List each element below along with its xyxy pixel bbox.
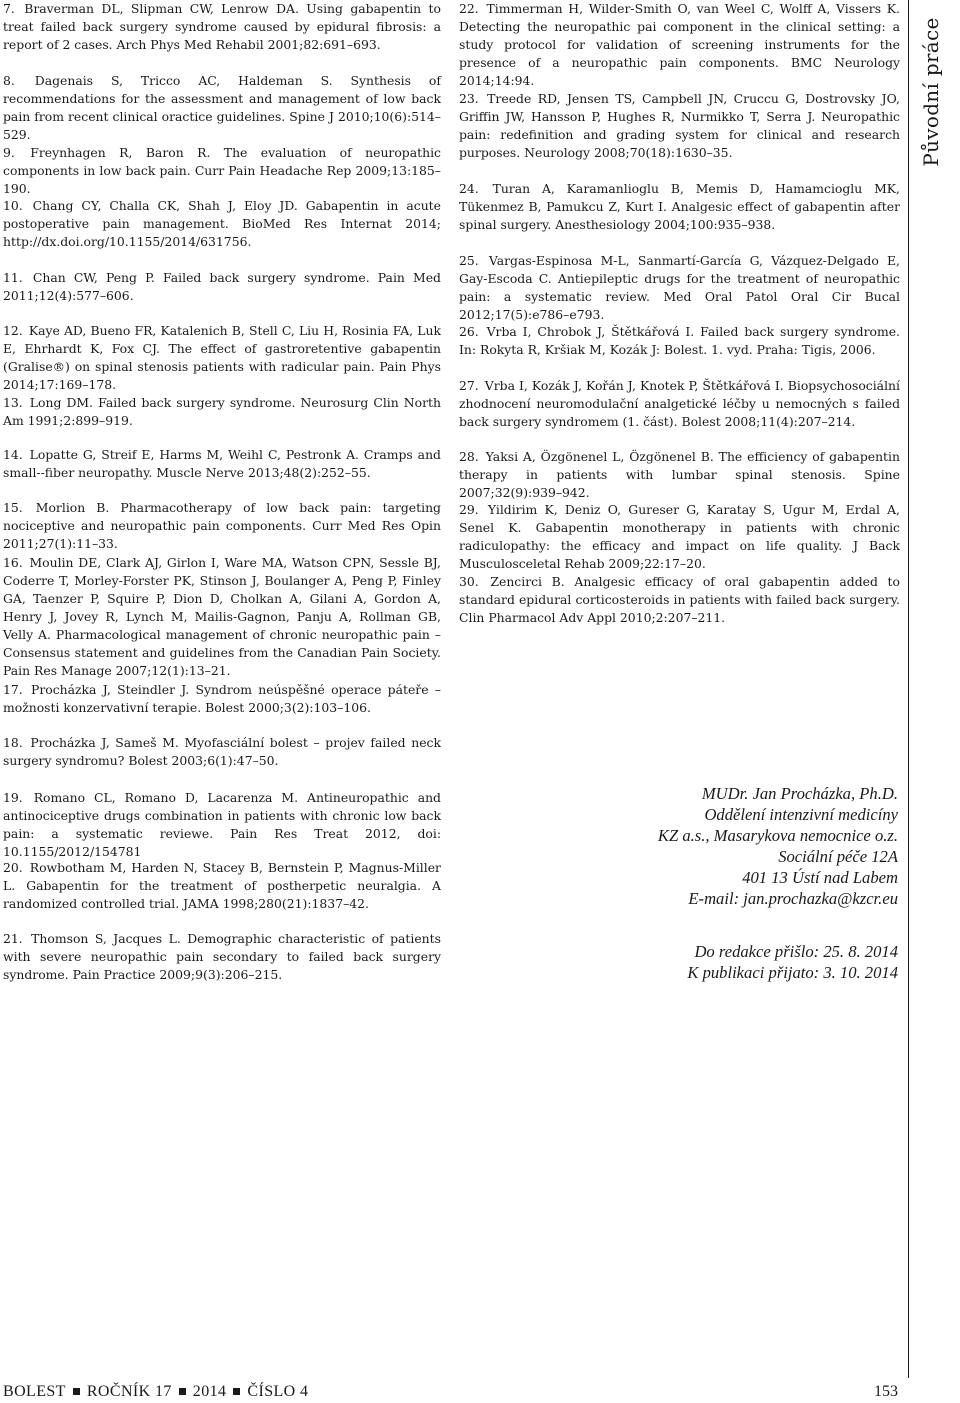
page-footer [3, 1383, 898, 1403]
reference-item: 21. Thomson S, Jacques L. Demographic characteristic of patients with severe neuropathic pain secondary to failed back surgery syndrome. Pain Practice 2009;9(3):206–215. [3, 931, 441, 982]
reference-item: 22. Timmerman H, Wilder-Smith O, van Weel C, Wolff A, Vissers K. Detecting the neuropathic pai component in the clinical setting: a study protocol for validation of screening instruments for the presence of a neuropathic pain components. BMC Neurology 2014;14:94. [459, 1, 900, 88]
reference-item: 14. Lopatte G, Streif E, Harms M, Weihl C, Pestronk A. Cramps and small--fiber neuropathy. Muscle Nerve 2013;48(2):252–55. [3, 447, 441, 480]
section-rail [908, 0, 953, 1378]
journal-info [3, 1383, 308, 1401]
reference-item: 26. Vrba I, Chrobok J, Štětkářová I. Failed back surgery syndrome. In: Rokyta R, Kršiak M, Kozák J: Bolest. 1. vyd. Praha: Tigis, 2006. [459, 324, 900, 357]
reference-item: 9. Freynhagen R, Baron R. The evaluation of neuropathic components in low back pain. Curr Pain Headache Rep 2009;13:185–190. [3, 145, 441, 196]
reference-item: 19. Romano CL, Romano D, Lacarenza M. Antineuropathic and antinociceptive drugs combination in patients with chronic low back pain: a systematic reviewe. Pain Res Treat 2012, doi: 10.1155/2012/154781 [3, 790, 441, 859]
author-name: MUDr. Jan Procházka, Ph.D. [701, 784, 898, 803]
reference-item: 18. Procházka J, Sameš M. Myofasciální bolest – projev failed neck surgery syndromu? Bolest 2003;6(1):47–50. [3, 735, 441, 768]
reference-item: 30. Zencirci B. Analgesic efficacy of oral gabapentin added to standard epidural corticosteroids in patients with failed back surgery. Clin Pharmacol Adv Appl 2010;2:207–211. [459, 574, 900, 625]
author-hospital: KZ a.s., Masarykova nemocnice o.z. [657, 826, 898, 845]
reference-item: 20. Rowbotham M, Harden N, Stacey B, Bernstein P, Magnus-Miller L. Gabapentin for the treatment of postherpetic neuralgia. A randomized controlled trial. JAMA 1998;280(21):1837–42. [3, 860, 441, 911]
reference-item: 11. Chan CW, Peng P. Failed back surgery syndrome. Pain Med 2011;12(4):577–606. [3, 270, 441, 303]
square-bullet-icon [73, 1388, 80, 1395]
journal-issue: ČÍSLO 4 [247, 1383, 309, 1400]
author-department: Oddělení intenzivní medicíny [704, 805, 898, 824]
journal-year: 2014 [192, 1383, 227, 1400]
reference-item: 25. Vargas-Espinosa M-L, Sanmartí-García G, Vázquez-Delgado E, Gay-Escoda C. Antiepileptic drugs for the treatment of neuropathic pain: a systematic review. Med Oral Patol Oral Cir Bucal 2012;17(5):e786–e793. [459, 253, 900, 322]
author-contact [560, 783, 898, 909]
reference-item: 28. Yaksi A, Özgönenel L, Özgönenel B. The efficiency of gabapentin therapy in patients with lumbar spinal stenosis. Spine 2007;32(9):939–942. [459, 449, 900, 500]
reference-item: 12. Kaye AD, Bueno FR, Katalenich B, Stell C, Liu H, Rosinia FA, Luk E, Ehrhardt K, Fox CJ. The effect of gastroretentive gabapentin (Gralise®) on spinal stenosis patients with radicular pain. Pain Phys 2014;17:169–178. [3, 323, 441, 392]
received-date: Do redakce přišlo: 25. 8. 2014 [694, 942, 898, 961]
reference-item: 10. Chang CY, Challa CK, Shah J, Eloy JD. Gabapentin in acute postoperative pain management. BioMed Res Internat 2014; http://dx.doi.org/10.1155/2014/631756. [3, 198, 441, 249]
reference-item: 23. Treede RD, Jensen TS, Campbell JN, Cruccu G, Dostrovsky JO, Griffin JW, Hansson P, Hughes R, Nurmikko T, Serra J. Neuropathic pain: redefinition and grading system for clinical and research purposes. Neurology 2008;70(18):1630–35. [459, 91, 900, 160]
reference-item: 17. Procházka J, Steindler J. Syndrom neúspěšné operace páteře – možnosti konzervativní terapie. Bolest 2000;3(2):103–106. [3, 682, 441, 715]
reference-item: 15. Morlion B. Pharmacotherapy of low back pain: targeting nociceptive and neuropathic pain components. Curr Med Res Opin 2011;27(1):11–33. [3, 500, 441, 551]
square-bullet-icon [233, 1388, 240, 1395]
square-bullet-icon [179, 1388, 186, 1395]
author-email: E-mail: jan.prochazka@kzcr.eu [688, 889, 898, 908]
author-street: Sociální péče 12A [778, 847, 898, 866]
reference-item: 27. Vrba I, Kozák J, Kořán J, Knotek P, Štětkářová I. Biopsychosociální zhodnocení neuromodulační analgetické léčby u nemocných s failed back surgery syndromem (1. část). Bolest 2008;11(4):207–214. [459, 378, 900, 429]
page-number: 153 [874, 1383, 898, 1400]
submission-dates [560, 941, 898, 983]
reference-item: 7. Braverman DL, Slipman CW, Lenrow DA. Using gabapentin to treat failed back surgery syndrome caused by epidural fibrosis: a report of 2 cases. Arch Phys Med Rehabil 2001;82:691–693. [3, 1, 441, 52]
section-label: Původní práce [919, 17, 943, 167]
journal-name: BOLEST [3, 1383, 66, 1400]
reference-item: 24. Turan A, Karamanlioglu B, Memis D, Hamamcioglu MK, Tükenmez B, Pamukcu Z, Kurt I. Analgesic effect of gabapentin after spinal surgery. Anesthesiology 2004;100:935–938. [459, 181, 900, 232]
reference-item: 16. Moulin DE, Clark AJ, Girlon I, Ware MA, Watson CPN, Sessle BJ, Coderre T, Morley-Forster PK, Stinson J, Boulanger A, Peng P, Finley GA, Taenzer P, Squire P, Dion D, Cholkan A, Gilani A, Gordon A, Henry J, Jovey R, Lynch M, Mailis-Gagnon, Panju A, Rollman GB, Velly A. Pharmacological management of chronic neuropathic pain – Consensus statement and guidelines from the Canadian Pain Society. Pain Res Manage 2007;12(1):13–21. [3, 555, 441, 678]
author-city: 401 13 Ústí nad Labem [742, 868, 898, 887]
reference-item: 13. Long DM. Failed back surgery syndrome. Neurosurg Clin North Am 1991;2:899–919. [3, 395, 441, 428]
reference-item: 29. Yildirim K, Deniz O, Gureser G, Karatay S, Ugur M, Erdal A, Senel K. Gabapentin monotherapy in patients with chronic radiculopathy: the efficacy and impact on life quality. J Back Musculosceletal Rehab 2009;22:17–20. [459, 502, 900, 571]
reference-item: 8. Dagenais S, Tricco AC, Haldeman S. Synthesis of recommendations for the assessment and management of low back pain from recent clinical oractice guidelines. Spine J 2010;10(6):514–529. [3, 73, 441, 142]
journal-volume: ROČNÍK 17 [86, 1383, 172, 1400]
accepted-date: K publikaci přijato: 3. 10. 2014 [687, 963, 898, 982]
